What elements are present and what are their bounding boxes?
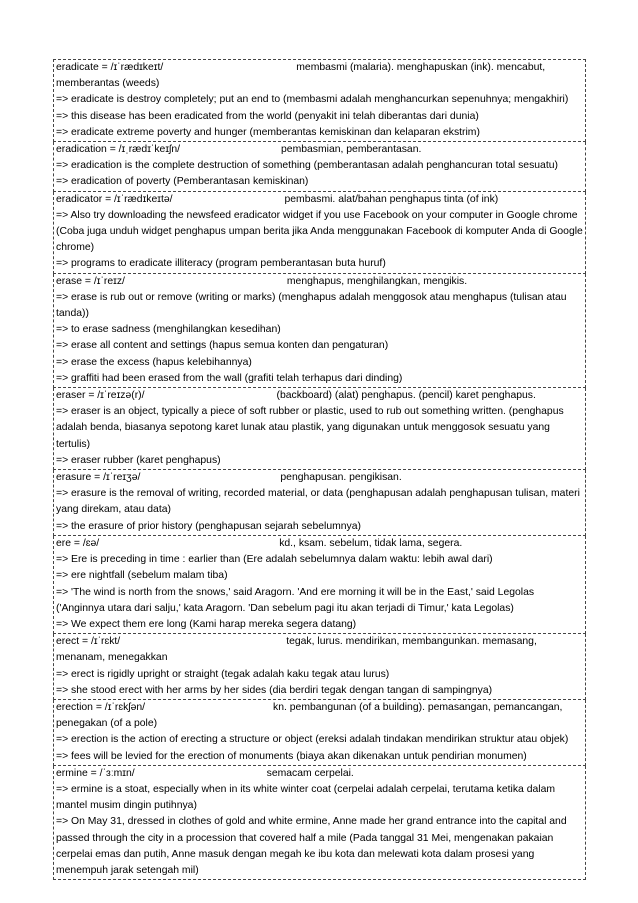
entry-example: => ermine is a stoat, especially when in its white winter coat (cerpelai adalah cerpelai, terutama ketika dalam mantel musim dingin putihnya) <box>56 783 555 812</box>
dictionary-entry <box>53 274 586 388</box>
entry-headword-line <box>56 470 584 486</box>
entry-example: => Ere is preceding in time : earlier than (Ere adalah sebelumnya dalam waktu: lebih awal dari) <box>56 554 493 566</box>
entry-headword: eradicate = /ɪˈrædɪkeɪt/ <box>56 62 164 73</box>
entry-headword-line <box>56 766 584 782</box>
dictionary-entry <box>53 634 586 700</box>
entry-example: => this disease has been eradicated from the world (penyakit ini telah diberantas dari dunia) <box>56 110 479 122</box>
entry-headword-line <box>56 274 584 290</box>
entry-example: => 'The wind is north from the snows,' said Aragorn. 'And ere morning it will be in the East,' said Legolas ('Anginnya utara dari salju,' kata Aragorn. 'Dan sebelum pagi itu akan terjadi di Timur,' kata Legolas) <box>56 586 535 614</box>
dictionary-entry <box>53 700 586 766</box>
entry-example: => eradication is the complete destruction of something (pemberantasan adalah penghancuran total sesuatu) <box>56 160 558 172</box>
entry-headword-line <box>56 142 584 158</box>
entry-headword: erect = /ɪˈrɛkt/ <box>56 636 121 648</box>
dictionary-entry <box>53 766 586 880</box>
entry-headword: eraser = /ɪˈreɪzə(r)/ <box>56 390 145 402</box>
entry-example: => she stood erect with her arms by her sides (dia berdiri tegak dengan tangan di sampingnya) <box>56 684 493 696</box>
dictionary-sheet <box>53 59 586 880</box>
entry-example: => to erase sadness (menghilangkan kesedihan) <box>56 324 281 336</box>
entry-headword-line <box>56 60 584 92</box>
entry-definition: membasmi (malaria). menghapuskan (ink). mencabut, memberantas (weeds) <box>56 62 546 90</box>
entry-example: => erase is rub out or remove (writing or marks) (menghapus adalah menggosok atau menghapus (tulisan atau tanda)) <box>56 291 567 320</box>
entry-headword-line <box>56 536 584 552</box>
entry-headword: ermine = /ˈɜːmɪn/ <box>56 767 135 779</box>
entry-example: => eradication of poverty (Pemberantasan kemiskinan) <box>56 176 309 188</box>
dictionary-entry <box>53 192 586 274</box>
entry-headword-line <box>56 634 584 666</box>
entry-definition: semacam cerpelai. <box>266 767 354 779</box>
entry-headword: eradicator = /ɪˈrædɪkeɪtə/ <box>56 193 173 205</box>
entry-example: => erection is the action of erecting a structure or object (ereksi adalah tindakan mendirikan struktur atau objek) <box>56 734 569 746</box>
entry-example: => erase the excess (hapus kelebihannya) <box>56 356 252 368</box>
entry-example: => programs to eradicate illiteracy (program pemberantasan buta huruf) <box>56 258 386 270</box>
entry-headword: eradication = /ɪˌrædɪˈkeɪʃn/ <box>56 144 181 156</box>
entry-definition: penghapusan. pengikisan. <box>280 472 402 484</box>
entry-example: => fees will be levied for the erection of monuments (biaya akan dikenakan untuk pendirian monumen) <box>56 750 527 762</box>
entry-example: => the erasure of prior history (penghapusan sejarah sebelumnya) <box>56 520 361 532</box>
entry-headword-line <box>56 700 584 732</box>
entry-definition: kd., ksam. sebelum, tidak lama, segera. <box>279 537 463 549</box>
entry-example: => Also try downloading the newsfeed eradicator widget if you use Facebook on your computer in Google chrome (Coba juga unduh widget penghapus umpan berita jika Anda menggunakan Facebook di komputer Anda di Google chrome) <box>56 209 583 254</box>
entry-headword: erase = /ɪˈreɪz/ <box>56 275 125 287</box>
entry-example: => eraser rubber (karet penghapus) <box>56 454 221 466</box>
entry-example: => On May 31, dressed in clothes of gold and white ermine, Anne made her grand entrance into the capital and passed through the city in a procession that covered half a mile (Pada tanggal 31 Mei, mengenakan pakaian cerpelai emas dan putih, Anne masuk dengan megah ke ibu kota dan melewati kota dalam prosesi yang menempuh jarak setengah mil) <box>56 816 567 876</box>
entry-example: => erect is rigidly upright or straight (tegak adalah kaku tegak atau lurus) <box>56 668 390 680</box>
entry-definition: tegak, lurus. mendirikan, membangunkan. memasang, menanam, menegakkan <box>56 636 537 664</box>
entry-definition: (backboard) (alat) penghapus. (pencil) karet penghapus. <box>276 390 536 402</box>
entry-headword-line <box>56 192 584 208</box>
entry-headword: erasure = /ɪˈreɪʒə/ <box>56 472 141 484</box>
entry-headword-line <box>56 388 584 404</box>
entry-example: => graffiti had been erased from the wall (grafiti telah terhapus dari dinding) <box>56 372 403 384</box>
entry-definition: pembasmian, pemberantasan. <box>281 144 422 156</box>
entry-definition: menghapus, menghilangkan, mengikis. <box>286 275 468 287</box>
dictionary-entry <box>53 388 586 470</box>
entry-headword: ere = /ɛə/ <box>56 537 100 549</box>
entry-example: => erase all content and settings (hapus semua konten dan pengaturan) <box>56 340 389 352</box>
entry-definition: kn. pembangunan (of a building). pemasangan, pemancangan, penegakan (of a pole) <box>56 701 563 730</box>
dictionary-entry <box>53 59 586 142</box>
entry-example: => eradicate is destroy completely; put an end to (membasmi adalah menghancurkan sepenuhnya; mengakhiri) <box>56 94 569 106</box>
dictionary-entry <box>53 536 586 634</box>
dictionary-entry <box>53 470 586 536</box>
entry-example: => eraser is an object, typically a piece of soft rubber or plastic, used to rub out something written. (penghapus adalah benda, biasanya sepotong karet lunak atau plastik, yang digunakan untuk menggosok sesuatu yang tertulis) <box>56 406 564 450</box>
entry-example: => ere nightfall (sebelum malam tiba) <box>56 570 228 582</box>
entry-example: => erasure is the removal of writing, recorded material, or data (penghapusan adalah penghapusan tulisan, materi yang direkam, atau data) <box>56 488 580 516</box>
entry-example: => eradicate extreme poverty and hunger (memberantas kemiskinan dan kelaparan ekstrim) <box>56 126 480 138</box>
dictionary-entry <box>53 142 586 192</box>
entry-example: => We expect them ere long (Kami harap mereka segera datang) <box>56 618 357 630</box>
entry-headword: erection = /ɪˈrɛkʃən/ <box>56 701 146 713</box>
entry-definition: pembasmi. alat/bahan penghapus tinta (of ink) <box>284 193 499 205</box>
